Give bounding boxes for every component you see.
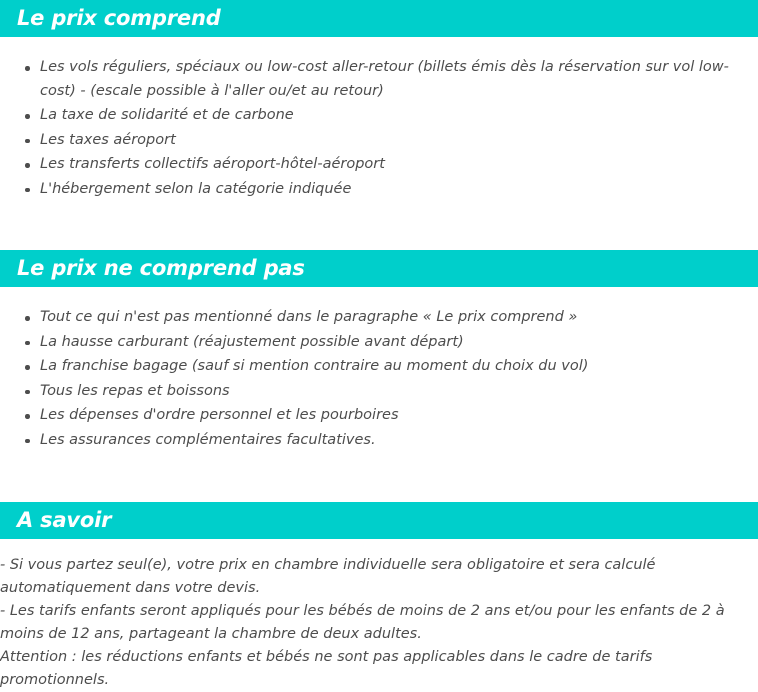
list-item: La taxe de solidarité et de carbone bbox=[0, 104, 758, 128]
section-header-good-to-know bbox=[0, 502, 758, 539]
section-title-price-includes: Le prix comprend bbox=[17, 5, 221, 30]
list-item: L'hébergement selon la catégorie indiquée bbox=[0, 178, 758, 202]
list-item: La franchise bagage (sauf si mention contraire au moment du choix du vol) bbox=[0, 355, 758, 379]
paragraph: - Si vous partez seul(e), votre prix en chambre individuelle sera obligatoire et sera calculé automatiquement dans votre devis. bbox=[0, 557, 656, 596]
list-item: Les taxes aéroport bbox=[0, 129, 758, 153]
section-header-price-includes bbox=[0, 0, 758, 37]
list-item: Les assurances complémentaires facultatives. bbox=[0, 429, 758, 453]
paragraph: - Les tarifs enfants seront appliqués pour les bébés de moins de 2 ans et/ou pour les enfants de 2 à moins de 12 ans, partageant la chambre de deux adultes. bbox=[0, 603, 725, 642]
list-item: Les vols réguliers, spéciaux ou low-cost aller-retour (billets émis dès la réservation sur vol low-cost) - (escale possible à l'aller ou/et au retour) bbox=[0, 56, 758, 103]
section-title-good-to-know: A savoir bbox=[17, 507, 112, 532]
good-to-know-body bbox=[0, 554, 758, 692]
list-item: La hausse carburant (réajustement possible avant départ) bbox=[0, 331, 758, 355]
section-header-price-excludes bbox=[0, 250, 758, 287]
price-includes-list bbox=[0, 56, 758, 201]
list-item: Les dépenses d'ordre personnel et les pourboires bbox=[0, 404, 758, 428]
list-item: Tout ce qui n'est pas mentionné dans le paragraphe « Le prix comprend » bbox=[0, 306, 758, 330]
section-title-price-excludes: Le prix ne comprend pas bbox=[17, 255, 305, 280]
list-item: Les transferts collectifs aéroport-hôtel-aéroport bbox=[0, 153, 758, 177]
price-excludes-list bbox=[0, 306, 758, 452]
section-spacer bbox=[0, 202, 758, 250]
list-item: Tous les repas et boissons bbox=[0, 380, 758, 404]
section-spacer bbox=[0, 453, 758, 502]
paragraph: Attention : les réductions enfants et bébés ne sont pas applicables dans le cadre de tarifs promotionnels. bbox=[0, 649, 653, 688]
